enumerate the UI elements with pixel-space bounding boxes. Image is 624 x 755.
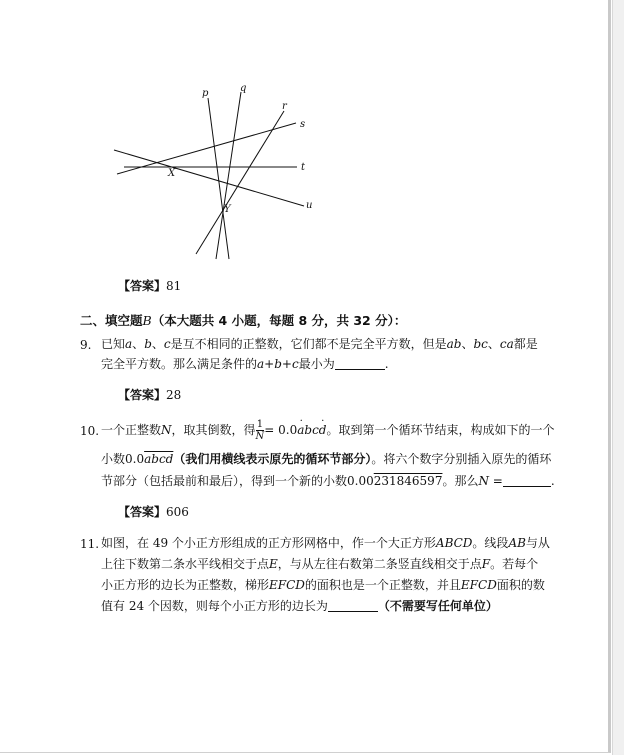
label-s: s [300,119,306,130]
label-p: p [202,88,209,99]
line-u [114,150,304,206]
answer-q10: 【答案】606 [118,505,189,519]
q11-number: 11. [80,537,100,551]
answer-prev [118,277,181,294]
answer-q9: 【答案】28 [118,388,182,402]
label-x: X [168,168,176,179]
line-s [117,123,296,174]
q9-number: 9. [80,338,92,352]
section-letter: B [142,313,152,328]
q11-answer-blank[interactable] [328,599,378,612]
q10-line1: 一个正整数N，取其倒数，得 $\frac{1}{N}$ = 0.0˙ abc˙ d。取到第一个循环节结束，构成如下的一个 [101,419,555,442]
line-r [196,111,284,254]
lines-figure [110,78,330,263]
line-q [216,92,241,259]
q10-answer-blank[interactable] [503,474,551,487]
q11-line2: 上往下数第二条水平线相交于点E，与从左往右数第二条竖直线相交于点F。若每个 [101,557,539,571]
q9-line2: 完全平方数。那么满足条件的a+b+c最小为 . [101,357,389,371]
section-heading [80,311,406,329]
q11-line4: 值有 24 个因数，则每个小正方形的边长为 （不需要写任何单位） [101,599,498,613]
label-u: u [306,200,313,211]
q11-line1: 如图，在 49 个小正方形组成的正方形网格中，作一个大正方形ABCD。线段AB与从 [101,536,550,550]
q10-line3: 节部分（包括最前和最后），得到一个新的小数0.00231846597。那么N = . [101,474,555,488]
label-y: Y [224,204,231,215]
section-title: 二、填空题 [80,313,143,328]
fraction-1-over-n: $\frac{1}{N}$ [255,419,265,442]
answer-tag: 【答案】 [118,279,167,293]
q10-number: 10. [80,424,100,438]
label-r: r [282,101,287,112]
scrollbar[interactable] [612,0,624,755]
q9-line1: 已知a、b、c是互不相同的正整数，它们都不是完全平方数，但是ab、bc、ca都是 [101,337,538,351]
label-q: q [240,83,247,94]
section-desc: （本大题共 4 小题，每题 8 分，共 32 分）： [151,313,407,328]
q10-line2: 小数0.0abcd（我们用横线表示原先的循环节部分）。将六个数字分别插入原先的循环 [101,452,552,466]
answer-value: 81 [166,279,182,293]
q9-answer-blank[interactable] [335,357,385,370]
q11-line3: 小正方形的边长为正整数，梯形EFCD的面积也是一个正整数，并且EFCD面积的数 [101,578,545,592]
label-t: t [301,162,306,173]
